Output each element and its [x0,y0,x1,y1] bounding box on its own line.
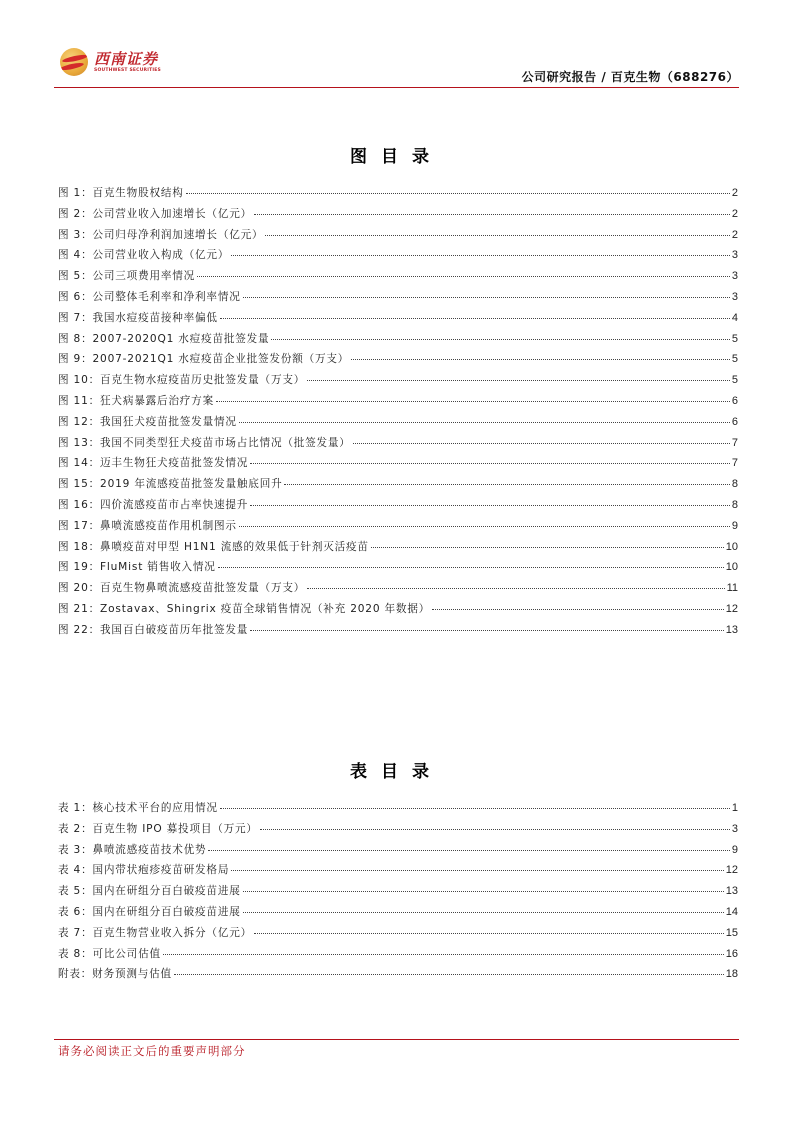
toc-entry-page-number: 13 [725,623,738,636]
toc-entry-label: 图 16：四价流感疫苗市占率快速提升 [58,498,249,511]
toc-entry-page-number: 14 [725,905,738,918]
toc-entry-label: 图 14：迈丰生物狂犬疫苗批签发情况 [58,457,249,470]
toc-dot-leader [432,609,724,610]
logo-chinese-name: 西南证券 [94,49,159,68]
toc-entry-page-number: 12 [725,602,738,615]
page-header [54,44,739,88]
toc-entry-page-number: 8 [731,478,738,491]
toc-entry-page-number: 9 [731,519,738,532]
toc-entry-page-number: 10 [725,561,738,574]
toc-entry[interactable] [58,622,738,643]
company-logo [60,48,161,76]
logo-english-name: SOUTHWEST SECURITIES [94,67,161,73]
toc-dot-leader [239,526,730,527]
toc-dot-leader [243,912,724,913]
header-divider [54,87,739,89]
toc-entry-label: 表 6：国内在研组分百白破疫苗进展 [58,905,241,918]
toc-entry-label: 图 11：狂犬病暴露后治疗方案 [58,394,214,407]
toc-entry-page-number: 1 [731,802,738,814]
toc-entry[interactable] [58,925,738,946]
logo-emblem-icon [60,48,88,76]
toc-entry[interactable] [58,862,738,883]
toc-dot-leader [250,463,730,464]
toc-entry[interactable] [58,946,738,967]
toc-entry-page-number: 5 [731,332,738,345]
toc-dot-leader [250,505,730,506]
toc-entry-label: 图 20：百克生物鼻喷流感疫苗批签发量（万支） [58,582,306,595]
toc-entry[interactable] [58,580,738,601]
toc-entry-page-number: 16 [725,947,738,960]
toc-entry[interactable] [58,289,738,310]
toc-entry-page-number: 7 [731,457,738,470]
footer-divider [54,1039,739,1040]
toc-entry-page-number: 2 [731,207,738,220]
toc-entry[interactable] [58,518,738,539]
toc-dot-leader [243,297,730,298]
toc-entry[interactable] [58,800,738,821]
toc-entry-label: 图 15：2019 年流感疫苗批签发量触底回升 [58,478,283,491]
toc-entry-label: 图 4：公司营业收入构成（亿元） [58,249,230,262]
toc-entry-label: 图 9：2007-2021Q1 水痘疫苗企业批签发份额（万支） [58,353,350,366]
toc-entry[interactable] [58,435,738,456]
toc-entry-label: 图 10：百克生物水痘疫苗历史批签发量（万支） [58,374,306,387]
toc-dot-leader [260,829,730,830]
toc-dot-leader [353,443,730,444]
toc-entry-label: 图 22：我国百白破疫苗历年批签发量 [58,623,249,636]
footer-disclaimer: 请务必阅读正文后的重要声明部分 [58,1044,246,1058]
toc-dot-leader [220,808,730,809]
toc-dot-leader [174,974,724,975]
toc-entry-label: 表 4：国内带状疱疹疫苗研发格局 [58,864,230,877]
toc-dot-leader [265,235,729,236]
toc-dot-leader [307,380,730,381]
toc-dot-leader [231,255,730,256]
toc-entry-page-number: 3 [731,249,738,262]
toc-dot-leader [216,401,730,402]
report-title: 公司研究报告 / 百克生物（688276） [521,70,739,84]
toc-entry-page-number: 4 [731,311,738,324]
toc-entry[interactable] [58,247,738,268]
toc-entry-page-number: 5 [731,374,738,387]
toc-entry-label: 表 1：核心技术平台的应用情况 [58,802,218,814]
toc-entry[interactable] [58,559,738,580]
toc-entry[interactable] [58,601,738,622]
toc-entry-page-number: 3 [731,290,738,303]
toc-entry[interactable] [58,393,738,414]
toc-entry-label: 图 8：2007-2020Q1 水痘疫苗批签发量 [58,332,270,345]
toc-dot-leader [243,891,724,892]
toc-entry-page-number: 6 [731,394,738,407]
toc-entry[interactable] [58,455,738,476]
toc-entry[interactable] [58,497,738,518]
toc-entry[interactable] [58,883,738,904]
toc-dot-leader [197,276,730,277]
toc-dot-leader [239,422,730,423]
toc-entry-label: 表 7：百克生物营业收入拆分（亿元） [58,926,253,939]
toc-entry-label: 表 3：鼻喷流感疫苗技术优势 [58,843,207,856]
toc-entry[interactable] [58,966,738,987]
toc-entry-label: 表 2：百克生物 IPO 募投项目（万元） [58,822,258,835]
toc-entry-label: 图 21：Zostavax、Shingrix 疫苗全球销售情况（补充 2020 年数据） [58,602,431,615]
toc-entry[interactable] [58,331,738,352]
toc-entry[interactable] [58,539,738,560]
toc-entry-label: 图 19：FluMist 销售收入情况 [58,561,216,574]
toc-entry-page-number: 18 [725,968,738,981]
toc-entry-label: 图 17：鼻喷流感疫苗作用机制图示 [58,519,237,532]
toc-entry[interactable] [58,310,738,331]
toc-entry-label: 图 7：我国水痘疫苗接种率偏低 [58,311,218,324]
toc-entry[interactable] [58,185,738,206]
toc-entry[interactable] [58,904,738,925]
toc-entry-label: 图 5：公司三项费用率情况 [58,270,196,283]
toc-dot-leader [186,193,730,194]
toc-entry[interactable] [58,227,738,248]
toc-entry-page-number: 11 [726,582,738,595]
figures-toc-list [58,185,738,643]
toc-dot-leader [220,318,730,319]
toc-entry-label: 图 13：我国不同类型狂犬疫苗市场占比情况（批签发量） [58,436,351,449]
toc-dot-leader [218,567,724,568]
toc-entry-label: 图 18：鼻喷疫苗对甲型 H1N1 流感的效果低于针剂灭活疫苗 [58,540,369,553]
toc-entry-label: 图 3：公司归母净利润加速增长（亿元） [58,228,264,241]
toc-entry-page-number: 2 [731,228,738,241]
toc-entry[interactable] [58,821,738,842]
toc-entry-page-number: 13 [725,885,738,898]
toc-entry-page-number: 10 [725,540,738,553]
toc-entry-page-number: 5 [731,353,738,366]
toc-dot-leader [231,870,724,871]
toc-entry-label: 表 8：可比公司估值 [58,947,161,960]
toc-entry[interactable] [58,206,738,227]
figures-toc-title: 图目录 [350,147,443,167]
toc-entry-label: 图 12：我国狂犬疫苗批签发量情况 [58,415,237,428]
toc-dot-leader [254,214,730,215]
toc-dot-leader [307,588,724,589]
toc-entry-label: 附表：财务预测与估值 [58,968,172,981]
toc-entry-page-number: 9 [731,843,738,856]
toc-entry[interactable] [58,476,738,497]
toc-dot-leader [250,630,724,631]
toc-dot-leader [284,484,729,485]
toc-entry-label: 图 1：百克生物股权结构 [58,187,184,199]
toc-dot-leader [371,547,724,548]
toc-entry-page-number: 3 [731,822,738,835]
toc-entry-page-number: 15 [725,926,738,939]
toc-entry-page-number: 6 [731,415,738,428]
toc-entry-label: 表 5：国内在研组分百白破疫苗进展 [58,885,241,898]
toc-dot-leader [271,339,729,340]
toc-entry-label: 图 2：公司营业收入加速增长（亿元） [58,207,253,220]
toc-entry[interactable] [58,372,738,393]
toc-entry-page-number: 2 [731,187,738,199]
toc-dot-leader [351,359,730,360]
toc-entry[interactable] [58,414,738,435]
toc-entry-label: 图 6：公司整体毛利率和净利率情况 [58,290,241,303]
toc-entry-page-number: 12 [725,864,738,877]
toc-entry[interactable] [58,268,738,289]
toc-dot-leader [208,850,729,851]
toc-entry[interactable] [58,842,738,863]
toc-entry-page-number: 3 [731,270,738,283]
tables-toc-title: 表目录 [350,762,443,782]
tables-toc-list [58,800,738,987]
toc-entry-page-number: 8 [731,498,738,511]
toc-dot-leader [163,954,724,955]
toc-dot-leader [254,933,724,934]
toc-entry-page-number: 7 [731,436,738,449]
toc-entry[interactable] [58,351,738,372]
